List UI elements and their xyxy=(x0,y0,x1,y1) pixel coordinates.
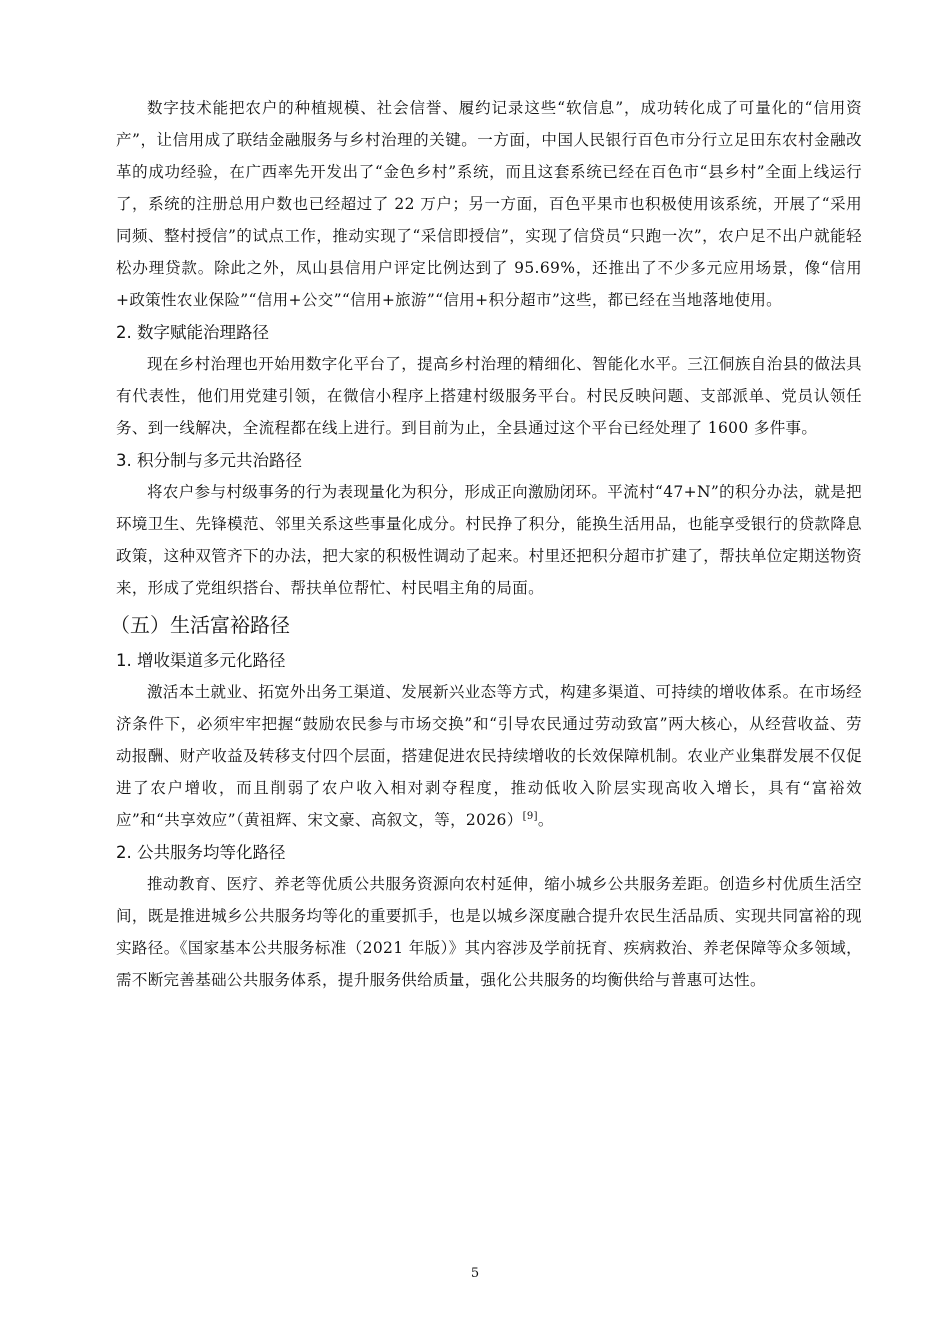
section-heading-text: （五）生活富裕路径 xyxy=(110,613,290,637)
document-body xyxy=(110,92,862,996)
paragraph-points-system: 将农户参与村级事务的行为表现量化为积分，形成正向激励闭环。平流村“47+N”的积分办法，就是把环境卫生、先锋模范、邻里关系这些事量化成分。村民挣了积分，能换生活用品，也能享受银行的贷款降息政策，这种双管齐下的办法，把大家的积极性调动了起来。村里还把积分超市扩建了，帮扶单位定期送物资来，形成了党组织搭台、帮扶单位帮忙、村民唱主角的局面。 xyxy=(116,483,862,597)
heading-public-services: 2. 公共服务均等化路径 xyxy=(116,843,286,862)
heading-income-diversification: 1. 增收渠道多元化路径 xyxy=(116,651,286,670)
heading-digital-governance: 2. 数字赋能治理路径 xyxy=(116,323,269,342)
paragraph-public-services: 推动教育、医疗、养老等优质公共服务资源向农村延伸，缩小城乡公共服务差距。创造乡村优质生活空间，既是推进城乡公共服务均等化的重要抓手，也是以城乡深度融合提升农民生活品质、实现共同富裕的现实路径。《国家基本公共服务标准（2021 年版）》其内容涉及学前抚育、疾病救治、养老保障等众多领域，需不断完善基础公共服务体系，提升服务供给质量，强化公共服务的均衡供给与普惠可达性。 xyxy=(116,875,862,989)
paragraph-income-end: 。 xyxy=(537,811,554,829)
citation-reference: [9] xyxy=(522,810,538,822)
heading-points-system: 3. 积分制与多元共治路径 xyxy=(116,451,302,470)
section-heading-prosperous-life xyxy=(110,604,862,644)
paragraph-digital-credit: 数字技术能把农户的种植规模、社会信誉、履约记录这些“软信息”，成功转化成了可量化的“信用资产”，让信用成了联结金融服务与乡村治理的关键。一方面，中国人民银行百色市分行立足田东农村金融改革的成功经验，在广西率先开发出了“金色乡村”系统，而且这套系统已经在百色市“县乡村”全面上线运行了，系统的注册总用户数也已经超过了 22 万户；另一方面，百色平果市也积极使用该系统，开展了“采用同频、整村授信”的试点工作，推动实现了“采信即授信”，实现了信贷员“只跑一次”，农户足不出户就能轻松办理贷款。除此之外，凤山县信用户评定比例达到了 95.69%，还推出了不少多元应用场景，像“信用+政策性农业保险”“信用+公交”“信用+旅游”“信用+积分超市”这些，都已经在当地落地使用。 xyxy=(116,99,862,309)
page-number: 5 xyxy=(470,1266,480,1281)
paragraph-digital-governance: 现在乡村治理也开始用数字化平台了，提高乡村治理的精细化、智能化水平。三江侗族自治县的做法具有代表性，他们用党建引领，在微信小程序上搭建村级服务平台。村民反映问题、支部派单、党员认领任务、到一线解决，全流程都在线上进行。到目前为止，全县通过这个平台已经处理了 1600 多件事。 xyxy=(116,355,862,437)
paragraph-income-text: 激活本土就业、拓宽外出务工渠道、发展新兴业态等方式，构建多渠道、可持续的增收体系。在市场经济条件下，必须牢牢把握“鼓励农民参与市场交换”和“引导农民通过劳动致富”两大核心，从经营收益、劳动报酬、财产收益及转移支付四个层面，搭建促进农民持续增收的长效保障机制。农业产业集群发展不仅促进了农户增收，而且削弱了农户收入相对剥夺程度，推动低收入阶层实现高收入增长，具有“富裕效应”和“共享效应”（黄祖辉、宋文豪、高叙文，等，2026） xyxy=(116,683,862,829)
paragraph-income-diversification xyxy=(116,676,862,836)
